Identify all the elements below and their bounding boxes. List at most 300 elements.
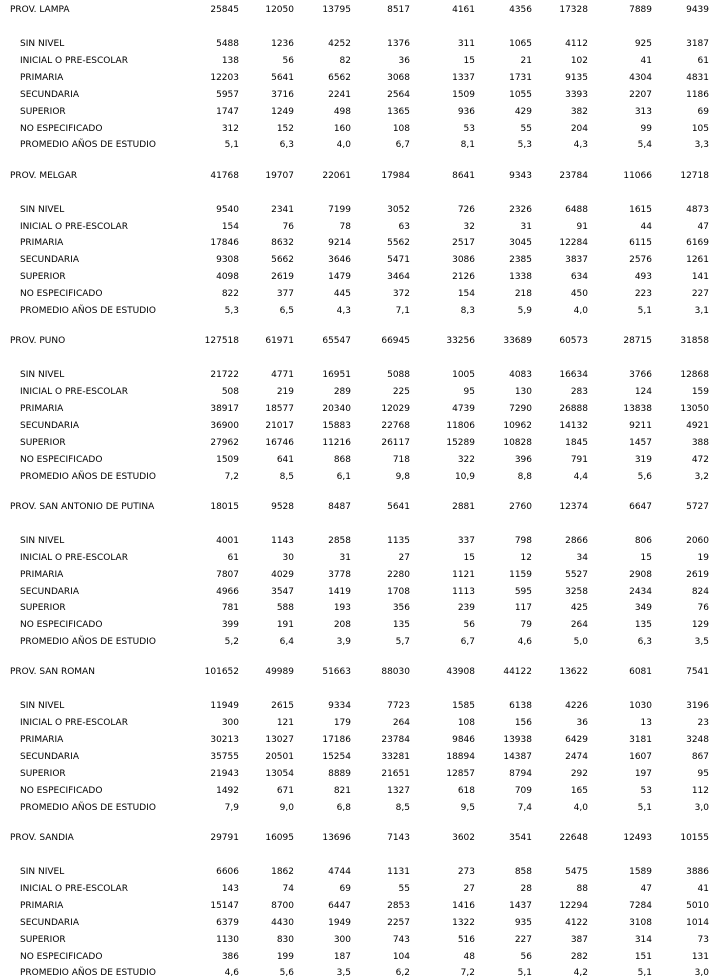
cell-col-2: 671 bbox=[276, 785, 294, 796]
cell-col-9: 41 bbox=[697, 883, 709, 894]
cell-col-5: 10,9 bbox=[454, 471, 475, 482]
cell-col-2: 3716 bbox=[271, 89, 294, 100]
cell-col-8: 1589 bbox=[629, 867, 652, 877]
cell-col-5: 1509 bbox=[452, 89, 475, 100]
row-label: PROMEDIO AÑOS DE ESTUDIO bbox=[20, 802, 156, 813]
cell-col-3: 3,9 bbox=[336, 637, 351, 648]
row-no-especificado bbox=[0, 288, 712, 300]
cell-col-3: 498 bbox=[333, 106, 351, 117]
cell-col-2: 19707 bbox=[265, 170, 294, 181]
cell-col-7: 60573 bbox=[559, 336, 588, 347]
row-label: INICIAL O PRE-ESCOLAR bbox=[20, 552, 128, 563]
row-label: NO ESPECIFICADO bbox=[20, 289, 103, 300]
cell-col-9: 1261 bbox=[686, 255, 709, 266]
province-total-row bbox=[0, 335, 712, 347]
cell-col-7: 282 bbox=[570, 951, 588, 962]
cell-col-9: 10155 bbox=[680, 833, 709, 843]
cell-col-6: 130 bbox=[514, 387, 532, 398]
cell-col-3: 179 bbox=[333, 718, 351, 729]
cell-col-3: 15883 bbox=[322, 420, 351, 431]
cell-col-1: 508 bbox=[221, 387, 239, 398]
cell-col-7: 387 bbox=[570, 934, 588, 945]
province-total-row bbox=[0, 4, 712, 16]
cell-col-3: 8889 bbox=[328, 769, 351, 779]
row-label: PRIMARIA bbox=[20, 72, 64, 83]
cell-col-5: 15289 bbox=[446, 437, 475, 448]
row-superior bbox=[0, 437, 712, 449]
cell-col-4: 1365 bbox=[387, 106, 410, 117]
cell-col-1: 4966 bbox=[216, 586, 239, 597]
cell-col-1: 399 bbox=[221, 620, 239, 631]
cell-col-8: 349 bbox=[634, 603, 652, 614]
cell-col-3: 9214 bbox=[328, 238, 351, 249]
cell-col-6: 798 bbox=[514, 535, 532, 546]
cell-col-9: 6169 bbox=[686, 238, 709, 249]
cell-col-2: 6,3 bbox=[279, 140, 294, 151]
cell-col-1: 138 bbox=[221, 55, 239, 66]
cell-col-7: 292 bbox=[570, 769, 588, 779]
cell-col-1: 312 bbox=[221, 123, 239, 134]
cell-col-3: 1479 bbox=[328, 272, 351, 283]
cell-col-8: 2207 bbox=[629, 89, 652, 100]
cell-col-2: 1236 bbox=[271, 39, 294, 49]
cell-col-2: 56 bbox=[282, 55, 294, 66]
cell-col-5: 56 bbox=[463, 620, 475, 631]
cell-col-4: 88030 bbox=[381, 667, 410, 678]
cell-col-6: 31 bbox=[520, 221, 532, 232]
cell-col-7: 4,4 bbox=[573, 471, 588, 482]
row-label: SIN NIVEL bbox=[20, 370, 65, 381]
cell-col-4: 5,7 bbox=[395, 637, 410, 648]
row-inicial-o-pre-escolar bbox=[0, 386, 712, 398]
cell-col-4: 1131 bbox=[387, 867, 410, 877]
row-label: NO ESPECIFICADO bbox=[20, 785, 103, 796]
row-secundaria bbox=[0, 751, 712, 763]
cell-col-3: 11216 bbox=[322, 437, 351, 448]
cell-col-3: 187 bbox=[333, 951, 351, 962]
cell-col-6: 10828 bbox=[503, 437, 532, 448]
cell-col-6: 5,1 bbox=[517, 968, 532, 979]
row-primaria bbox=[0, 734, 712, 746]
cell-col-5: 2881 bbox=[452, 501, 475, 512]
cell-col-8: 806 bbox=[634, 535, 652, 546]
cell-col-2: 2341 bbox=[271, 204, 294, 215]
cell-col-9: 31858 bbox=[680, 336, 709, 347]
row-promedio-anos-de-estudio bbox=[0, 967, 712, 979]
row-sin-nivel bbox=[0, 535, 712, 547]
cell-col-7: 3258 bbox=[565, 586, 588, 597]
cell-col-6: 2326 bbox=[509, 204, 532, 215]
row-promedio-anos-de-estudio bbox=[0, 636, 712, 648]
cell-col-5: 8,1 bbox=[460, 140, 475, 151]
cell-col-7: 165 bbox=[570, 785, 588, 796]
cell-col-7: 3393 bbox=[565, 89, 588, 100]
cell-col-5: 9846 bbox=[452, 735, 475, 746]
cell-col-1: 61 bbox=[227, 552, 239, 563]
cell-col-1: 5,3 bbox=[224, 306, 239, 316]
cell-col-8: 13 bbox=[640, 718, 652, 729]
cell-col-2: 588 bbox=[276, 603, 294, 614]
cell-col-7: 22648 bbox=[559, 833, 588, 843]
cell-col-4: 743 bbox=[392, 934, 410, 945]
cell-col-7: 91 bbox=[576, 221, 588, 232]
cell-col-5: 726 bbox=[457, 204, 475, 215]
cell-col-6: 935 bbox=[514, 917, 532, 928]
cell-col-5: 48 bbox=[463, 951, 475, 962]
cell-col-9: 105 bbox=[691, 123, 709, 134]
row-label: INICIAL O PRE-ESCOLAR bbox=[20, 387, 128, 398]
cell-col-4: 1327 bbox=[387, 785, 410, 796]
cell-col-4: 104 bbox=[392, 951, 410, 962]
cell-col-6: 1055 bbox=[509, 89, 532, 100]
cell-col-3: 22061 bbox=[322, 170, 351, 181]
cell-col-8: 197 bbox=[634, 769, 652, 779]
cell-col-4: 2853 bbox=[387, 900, 410, 911]
cell-col-6: 13938 bbox=[503, 735, 532, 746]
cell-col-8: 4304 bbox=[629, 72, 652, 83]
cell-col-1: 25845 bbox=[210, 5, 239, 15]
cell-col-4: 135 bbox=[392, 620, 410, 631]
cell-col-4: 7,1 bbox=[395, 306, 410, 316]
row-label: PROMEDIO AÑOS DE ESTUDIO bbox=[20, 637, 156, 648]
cell-col-8: 5,1 bbox=[637, 306, 652, 316]
row-label: PROMEDIO AÑOS DE ESTUDIO bbox=[20, 140, 156, 151]
cell-col-9: 13050 bbox=[680, 404, 709, 414]
cell-col-9: 3187 bbox=[686, 39, 709, 49]
cell-col-5: 9,5 bbox=[460, 802, 475, 813]
cell-col-2: 121 bbox=[276, 718, 294, 729]
cell-col-9: 5727 bbox=[686, 501, 709, 512]
cell-col-9: 3,2 bbox=[694, 471, 709, 482]
cell-col-7: 26888 bbox=[559, 404, 588, 414]
cell-col-8: 7889 bbox=[629, 5, 652, 15]
cell-col-9: 12718 bbox=[680, 170, 709, 181]
cell-col-1: 5,1 bbox=[224, 140, 239, 151]
cell-col-9: 3,0 bbox=[694, 968, 709, 979]
cell-col-2: 4430 bbox=[271, 917, 294, 928]
cell-col-1: 1492 bbox=[216, 785, 239, 796]
row-label: SUPERIOR bbox=[20, 106, 66, 117]
cell-col-7: 14132 bbox=[559, 420, 588, 431]
cell-col-7: 450 bbox=[570, 289, 588, 300]
row-secundaria bbox=[0, 917, 712, 929]
cell-col-8: 53 bbox=[640, 785, 652, 796]
cell-col-6: 7290 bbox=[509, 404, 532, 414]
cell-col-9: 69 bbox=[697, 106, 709, 117]
cell-col-7: 2866 bbox=[565, 535, 588, 546]
cell-col-6: 595 bbox=[514, 586, 532, 597]
cell-col-8: 47 bbox=[640, 883, 652, 894]
cell-col-9: 7541 bbox=[686, 667, 709, 678]
cell-col-7: 4122 bbox=[565, 917, 588, 928]
cell-col-3: 6562 bbox=[328, 72, 351, 83]
row-label: NO ESPECIFICADO bbox=[20, 951, 103, 962]
cell-col-5: 15 bbox=[463, 552, 475, 563]
cell-col-8: 2434 bbox=[629, 586, 652, 597]
row-label: PRIMARIA bbox=[20, 404, 64, 414]
row-inicial-o-pre-escolar bbox=[0, 883, 712, 895]
cell-col-6: 56 bbox=[520, 951, 532, 962]
cell-col-9: 1186 bbox=[686, 89, 709, 100]
cell-col-9: 4873 bbox=[686, 204, 709, 215]
cell-col-6: 8,8 bbox=[517, 471, 532, 482]
cell-col-6: 858 bbox=[514, 867, 532, 877]
cell-col-3: 4,3 bbox=[336, 306, 351, 316]
cell-col-8: 15 bbox=[640, 552, 652, 563]
cell-col-9: 95 bbox=[697, 769, 709, 779]
row-inicial-o-pre-escolar bbox=[0, 221, 712, 233]
cell-col-5: 15 bbox=[463, 55, 475, 66]
row-label: SIN NIVEL bbox=[20, 535, 65, 546]
cell-col-2: 16746 bbox=[265, 437, 294, 448]
cell-col-5: 11806 bbox=[446, 420, 475, 431]
cell-col-3: 2241 bbox=[328, 89, 351, 100]
row-label: SIN NIVEL bbox=[20, 39, 65, 49]
cell-col-5: 6,7 bbox=[460, 637, 475, 648]
cell-col-5: 32 bbox=[463, 221, 475, 232]
cell-col-9: 3,3 bbox=[694, 140, 709, 151]
cell-col-7: 204 bbox=[570, 123, 588, 134]
cell-col-9: 3196 bbox=[686, 701, 709, 712]
cell-col-6: 429 bbox=[514, 106, 532, 117]
cell-col-1: 7,9 bbox=[224, 802, 239, 813]
cell-col-3: 1419 bbox=[328, 586, 351, 597]
cell-col-7: 12294 bbox=[559, 900, 588, 911]
cell-col-6: 156 bbox=[514, 718, 532, 729]
cell-col-1: 154 bbox=[221, 221, 239, 232]
cell-col-8: 493 bbox=[634, 272, 652, 283]
cell-col-2: 8,5 bbox=[279, 471, 294, 482]
cell-col-7: 425 bbox=[570, 603, 588, 614]
row-label: PRIMARIA bbox=[20, 900, 64, 911]
row-label: SECUNDARIA bbox=[20, 752, 79, 763]
cell-col-6: 3541 bbox=[509, 833, 532, 843]
row-no-especificado bbox=[0, 619, 712, 631]
cell-col-7: 36 bbox=[576, 718, 588, 729]
cell-col-1: 15147 bbox=[210, 900, 239, 911]
cell-col-9: 3886 bbox=[686, 867, 709, 877]
row-inicial-o-pre-escolar bbox=[0, 552, 712, 564]
cell-col-3: 78 bbox=[339, 221, 351, 232]
cell-col-2: 9,0 bbox=[279, 802, 294, 813]
cell-col-6: 2760 bbox=[509, 501, 532, 512]
cell-col-6: 117 bbox=[514, 603, 532, 614]
cell-col-8: 151 bbox=[634, 951, 652, 962]
cell-col-3: 9334 bbox=[328, 701, 351, 712]
cell-col-1: 127518 bbox=[204, 336, 239, 347]
cell-col-5: 1416 bbox=[452, 900, 475, 911]
cell-col-2: 8632 bbox=[271, 238, 294, 249]
cell-col-8: 5,4 bbox=[637, 140, 652, 151]
row-label: PROMEDIO AÑOS DE ESTUDIO bbox=[20, 968, 156, 979]
cell-col-4: 12029 bbox=[381, 404, 410, 414]
cell-col-7: 17328 bbox=[559, 5, 588, 15]
cell-col-3: 6,1 bbox=[336, 471, 351, 482]
row-label: PROMEDIO AÑOS DE ESTUDIO bbox=[20, 306, 156, 316]
cell-col-3: 4,0 bbox=[336, 140, 351, 151]
cell-col-4: 718 bbox=[392, 454, 410, 465]
cell-col-1: 5,2 bbox=[224, 637, 239, 648]
cell-col-4: 6,2 bbox=[395, 968, 410, 979]
cell-col-7: 283 bbox=[570, 387, 588, 398]
cell-col-7: 6429 bbox=[565, 735, 588, 746]
cell-col-7: 23784 bbox=[559, 170, 588, 181]
cell-col-7: 13622 bbox=[559, 667, 588, 678]
row-inicial-o-pre-escolar bbox=[0, 717, 712, 729]
row-superior bbox=[0, 602, 712, 614]
cell-col-5: 95 bbox=[463, 387, 475, 398]
row-label: INICIAL O PRE-ESCOLAR bbox=[20, 718, 128, 729]
cell-col-6: 5,9 bbox=[517, 306, 532, 316]
row-primaria bbox=[0, 237, 712, 249]
cell-col-8: 7284 bbox=[629, 900, 652, 911]
row-label: PROV. SAN ROMAN bbox=[10, 667, 95, 678]
cell-col-5: 27 bbox=[463, 883, 475, 894]
cell-col-8: 28715 bbox=[623, 336, 652, 347]
cell-col-7: 791 bbox=[570, 454, 588, 465]
cell-col-5: 12857 bbox=[446, 769, 475, 779]
row-label: SECUNDARIA bbox=[20, 255, 79, 266]
cell-col-1: 41768 bbox=[210, 170, 239, 181]
cell-col-8: 12493 bbox=[623, 833, 652, 843]
cell-col-5: 108 bbox=[457, 718, 475, 729]
cell-col-7: 12284 bbox=[559, 238, 588, 249]
cell-col-2: 199 bbox=[276, 951, 294, 962]
cell-col-9: 76 bbox=[697, 603, 709, 614]
cell-col-4: 3052 bbox=[387, 204, 410, 215]
row-sin-nivel bbox=[0, 700, 712, 712]
cell-col-5: 239 bbox=[457, 603, 475, 614]
cell-col-3: 3646 bbox=[328, 255, 351, 266]
cell-col-5: 4739 bbox=[452, 404, 475, 414]
cell-col-7: 2474 bbox=[565, 752, 588, 763]
cell-col-8: 6115 bbox=[629, 238, 652, 249]
cell-col-1: 6606 bbox=[216, 867, 239, 877]
cell-col-1: 6379 bbox=[216, 917, 239, 928]
province-total-row bbox=[0, 832, 712, 844]
cell-col-8: 13838 bbox=[623, 404, 652, 414]
cell-col-4: 108 bbox=[392, 123, 410, 134]
cell-col-3: 7199 bbox=[328, 204, 351, 215]
cell-col-2: 4029 bbox=[271, 569, 294, 580]
cell-col-2: 12050 bbox=[265, 5, 294, 15]
cell-col-4: 2280 bbox=[387, 569, 410, 580]
cell-col-1: 29791 bbox=[210, 833, 239, 843]
cell-col-3: 8487 bbox=[328, 501, 351, 512]
row-label: NO ESPECIFICADO bbox=[20, 454, 103, 465]
cell-col-3: 300 bbox=[333, 934, 351, 945]
cell-col-1: 18015 bbox=[210, 501, 239, 512]
cell-col-3: 69 bbox=[339, 883, 351, 894]
cell-col-4: 9,8 bbox=[395, 471, 410, 482]
cell-col-7: 12374 bbox=[559, 501, 588, 512]
cell-col-2: 2619 bbox=[271, 272, 294, 283]
cell-col-8: 6,3 bbox=[637, 637, 652, 648]
row-no-especificado bbox=[0, 785, 712, 797]
row-label: SIN NIVEL bbox=[20, 701, 65, 712]
cell-col-5: 936 bbox=[457, 106, 475, 117]
row-sin-nivel bbox=[0, 866, 712, 878]
cell-col-1: 1509 bbox=[216, 454, 239, 465]
cell-col-6: 28 bbox=[520, 883, 532, 894]
cell-col-7: 634 bbox=[570, 272, 588, 283]
cell-col-2: 1143 bbox=[271, 535, 294, 546]
row-label: PROV. LAMPA bbox=[10, 5, 70, 15]
cell-col-1: 21943 bbox=[210, 769, 239, 779]
cell-col-1: 4001 bbox=[216, 535, 239, 546]
cell-col-1: 5957 bbox=[216, 89, 239, 100]
cell-col-9: 4921 bbox=[686, 420, 709, 431]
cell-col-5: 33256 bbox=[446, 336, 475, 347]
cell-col-8: 2576 bbox=[629, 255, 652, 266]
row-label: PROV. SAN ANTONIO DE PUTINA bbox=[10, 501, 155, 512]
cell-col-7: 5475 bbox=[565, 867, 588, 877]
cell-col-3: 2858 bbox=[328, 535, 351, 546]
cell-col-6: 1731 bbox=[509, 72, 532, 83]
row-label: SUPERIOR bbox=[20, 437, 66, 448]
cell-col-1: 386 bbox=[221, 951, 239, 962]
cell-col-2: 49989 bbox=[265, 667, 294, 678]
cell-col-6: 1437 bbox=[509, 900, 532, 911]
cell-col-5: 3086 bbox=[452, 255, 475, 266]
cell-col-2: 3547 bbox=[271, 586, 294, 597]
cell-col-2: 1249 bbox=[271, 106, 294, 117]
cell-col-4: 63 bbox=[398, 221, 410, 232]
cell-col-1: 4098 bbox=[216, 272, 239, 283]
row-primaria bbox=[0, 569, 712, 581]
cell-col-4: 3464 bbox=[387, 272, 410, 283]
cell-col-3: 208 bbox=[333, 620, 351, 631]
cell-col-5: 322 bbox=[457, 454, 475, 465]
cell-col-4: 27 bbox=[398, 552, 410, 563]
cell-col-7: 16634 bbox=[559, 370, 588, 381]
cell-col-1: 7,2 bbox=[224, 471, 239, 482]
cell-col-4: 5562 bbox=[387, 238, 410, 249]
cell-col-2: 13054 bbox=[265, 769, 294, 779]
cell-col-2: 830 bbox=[276, 934, 294, 945]
row-inicial-o-pre-escolar bbox=[0, 55, 712, 67]
cell-col-3: 4744 bbox=[328, 867, 351, 877]
cell-col-7: 9135 bbox=[565, 72, 588, 83]
cell-col-5: 1585 bbox=[452, 701, 475, 712]
cell-col-2: 5662 bbox=[271, 255, 294, 266]
cell-col-1: 5488 bbox=[216, 39, 239, 49]
cell-col-9: 1014 bbox=[686, 917, 709, 928]
cell-col-7: 34 bbox=[576, 552, 588, 563]
cell-col-4: 3068 bbox=[387, 72, 410, 83]
cell-col-9: 3,0 bbox=[694, 802, 709, 813]
cell-col-8: 99 bbox=[640, 123, 652, 134]
cell-col-5: 2126 bbox=[452, 272, 475, 283]
cell-col-9: 824 bbox=[691, 586, 709, 597]
row-label: SECUNDARIA bbox=[20, 89, 79, 100]
cell-col-9: 3248 bbox=[686, 735, 709, 746]
cell-col-8: 223 bbox=[634, 289, 652, 300]
cell-col-1: 143 bbox=[221, 883, 239, 894]
cell-col-3: 6,8 bbox=[336, 802, 351, 813]
cell-col-8: 5,6 bbox=[637, 471, 652, 482]
cell-col-4: 22768 bbox=[381, 420, 410, 431]
cell-col-5: 8,3 bbox=[460, 306, 475, 316]
cell-col-3: 868 bbox=[333, 454, 351, 465]
cell-col-8: 135 bbox=[634, 620, 652, 631]
cell-col-2: 5,6 bbox=[279, 968, 294, 979]
province-total-row bbox=[0, 170, 712, 182]
cell-col-8: 1030 bbox=[629, 701, 652, 712]
cell-col-2: 377 bbox=[276, 289, 294, 300]
cell-col-4: 6,7 bbox=[395, 140, 410, 151]
row-superior bbox=[0, 271, 712, 283]
